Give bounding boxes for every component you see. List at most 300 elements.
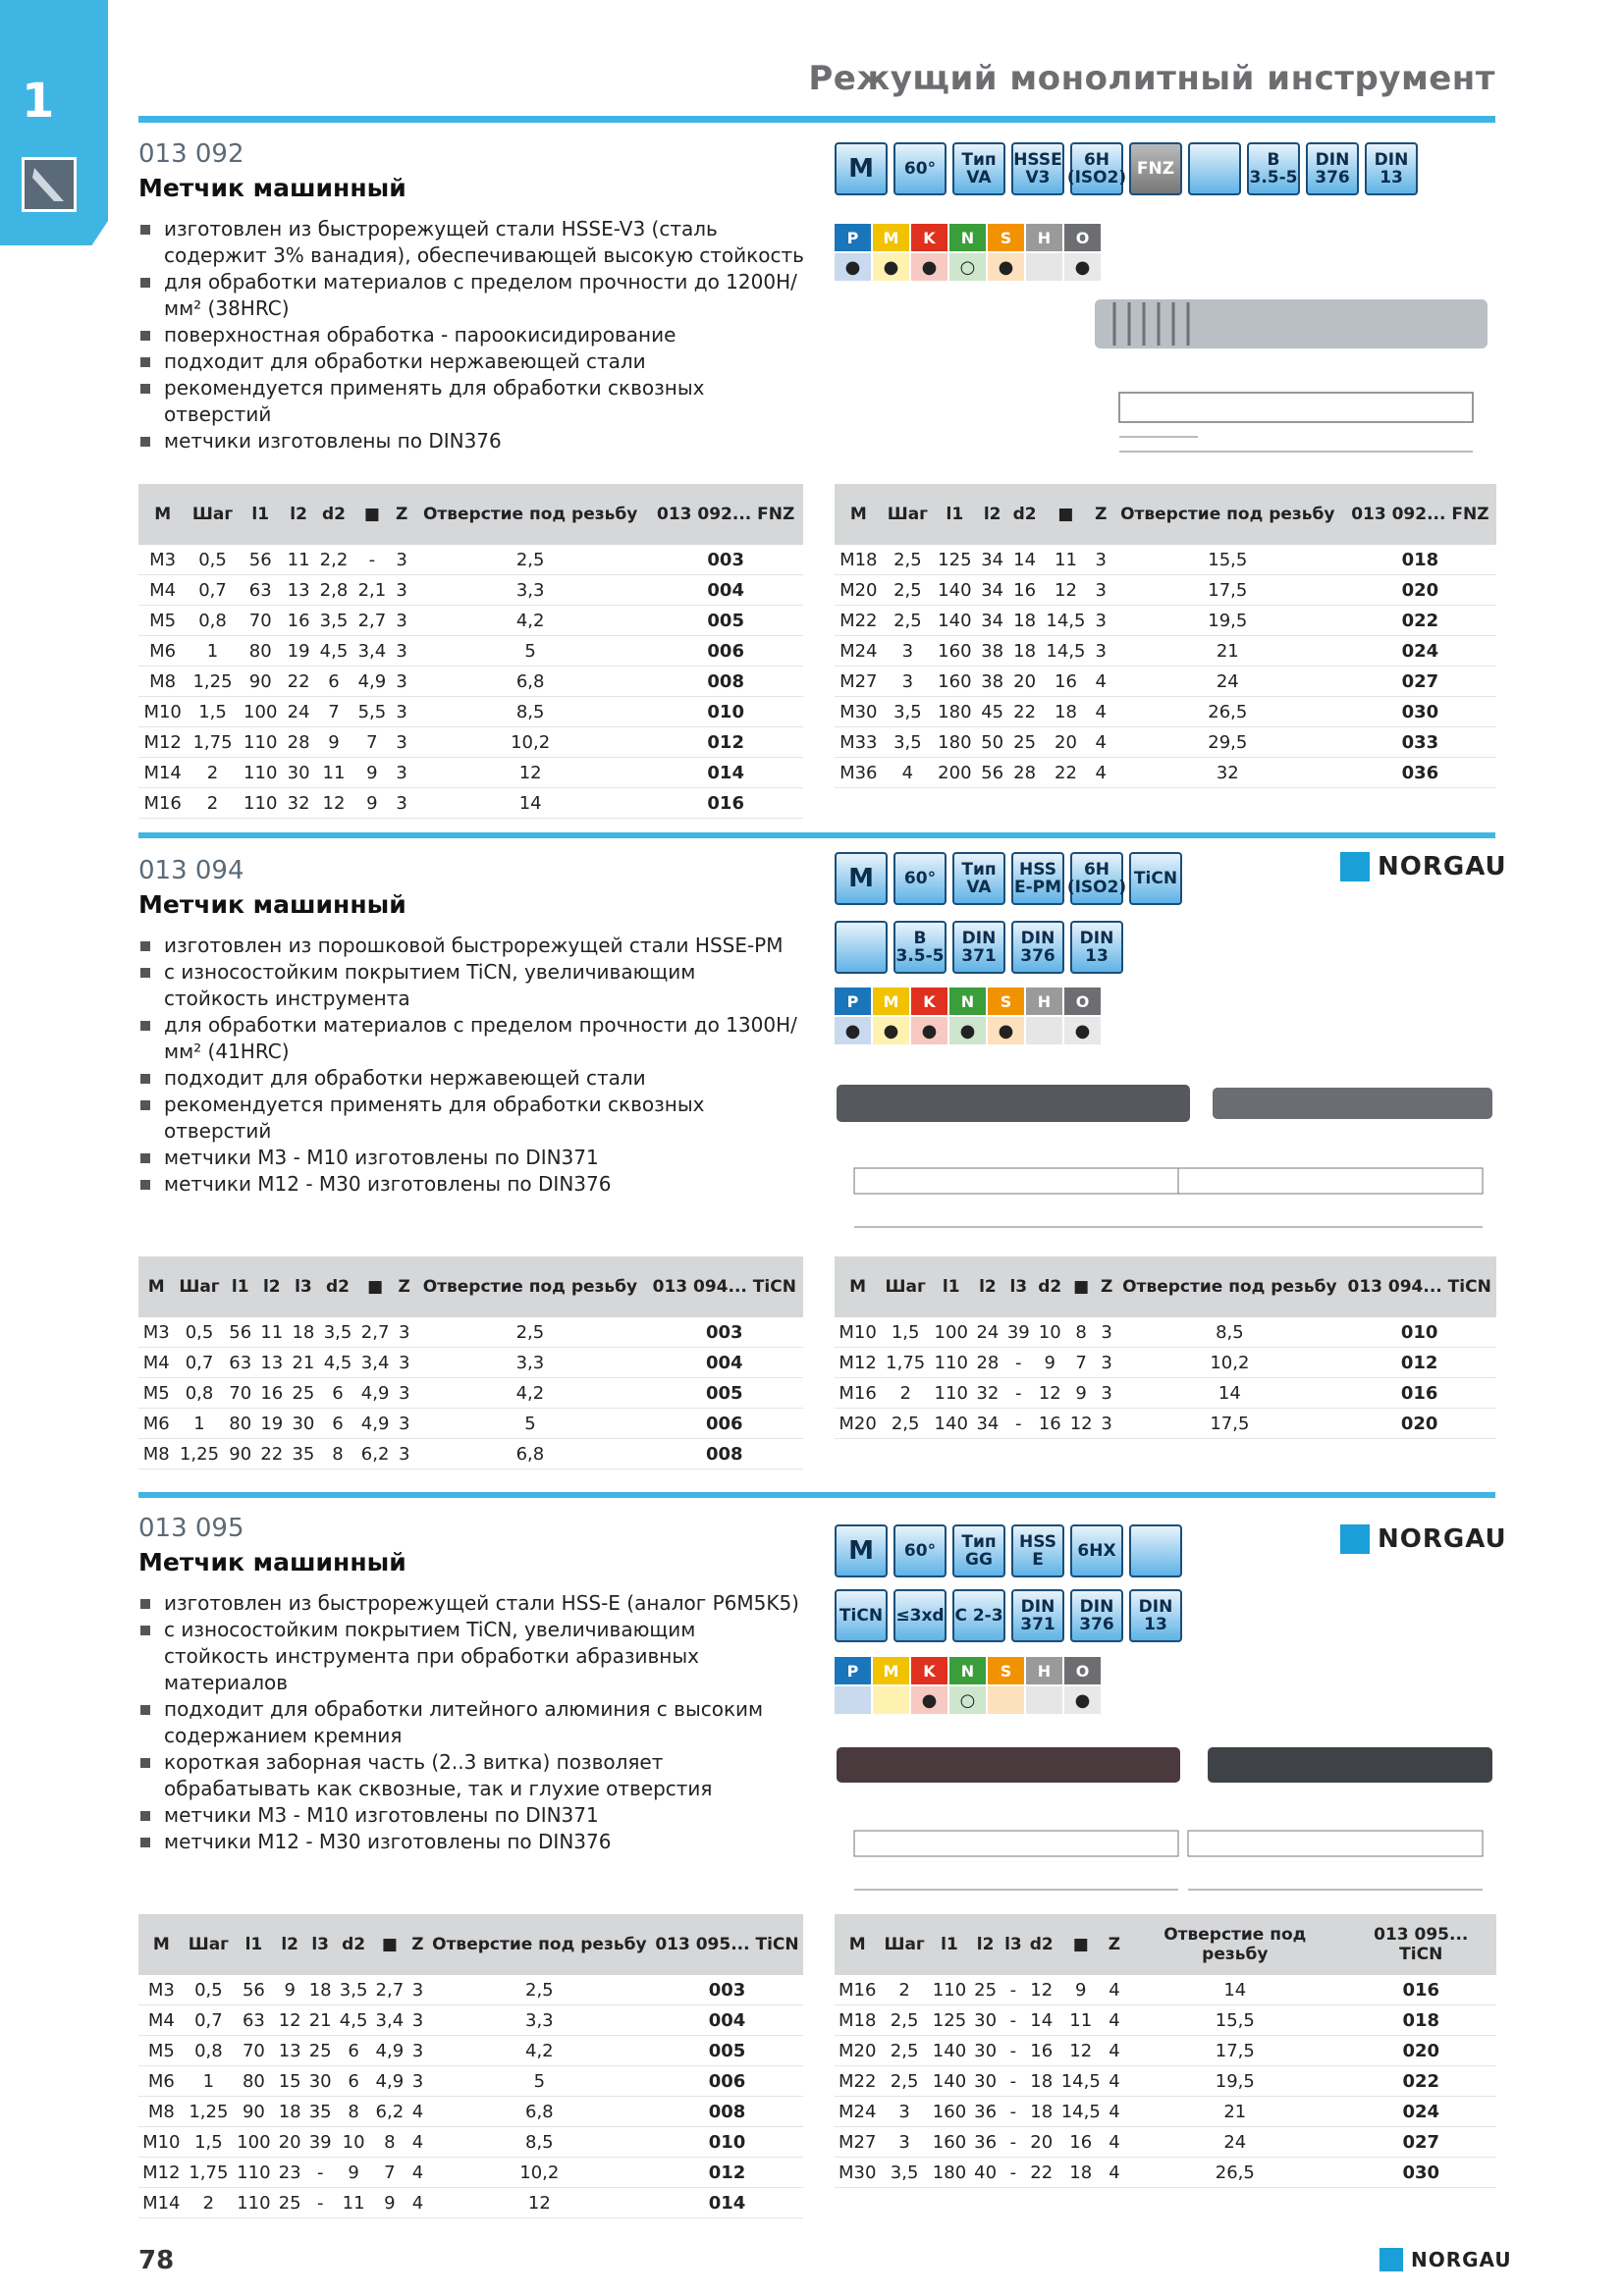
table-cell: 110: [930, 1348, 972, 1378]
table-cell: 16: [1008, 575, 1041, 606]
suitability-mark: ●: [949, 1017, 986, 1044]
table-cell: 56: [239, 545, 283, 575]
product-name: Метчик машинный: [138, 890, 406, 919]
table-cell: 17,5: [1124, 2036, 1345, 2066]
table-cell: -: [305, 2158, 336, 2188]
table-cell: 1,25: [185, 2097, 234, 2127]
section-divider: [138, 832, 1495, 838]
col-header: l2: [972, 1256, 1002, 1317]
din-standard-badge: DIN 376: [1070, 1589, 1123, 1642]
size-table: [835, 1914, 1496, 2188]
logo-mark: [1340, 1524, 1370, 1554]
col-header: l3: [288, 1256, 319, 1317]
table-cell: 29,5: [1111, 727, 1344, 758]
table-row: [138, 758, 803, 788]
table-cell: M10: [138, 697, 187, 727]
tap-type-badge: Тип VA: [952, 852, 1005, 905]
feature-item: для обработки материалов с пределом прочности до 1300Н/мм² (41HRC): [138, 1012, 806, 1065]
table-row: [835, 2127, 1496, 2158]
table-cell: 3,5: [315, 606, 353, 636]
table-row: [835, 606, 1496, 636]
order-code-cell: 008: [646, 1439, 803, 1469]
table-cell: 4,9: [356, 1378, 394, 1409]
col-header: 013 092... FNZ: [1344, 484, 1496, 545]
table-row: [835, 1975, 1496, 2005]
table-cell: M16: [835, 1975, 880, 2005]
table-cell: 5: [428, 2066, 651, 2097]
page-number: 78: [138, 2246, 175, 2275]
table-cell: 39: [1003, 1317, 1034, 1348]
table-cell: 9: [315, 727, 353, 758]
suitability-mark: ○: [949, 1686, 986, 1714]
table-cell: 3: [407, 2066, 427, 2097]
feature-item: подходит для обработки литейного алюминия с высоким содержанием кремния: [138, 1696, 806, 1749]
table-cell: 0,7: [185, 2005, 234, 2036]
material-n: N: [949, 1657, 986, 1684]
table-cell: 1,5: [187, 697, 238, 727]
table-cell: 180: [933, 727, 976, 758]
tolerance-badge: 6HX: [1070, 1524, 1123, 1577]
table-cell: 28: [1008, 758, 1041, 788]
order-code-cell: 005: [648, 606, 803, 636]
table-cell: 2,5: [412, 545, 648, 575]
table-cell: 14: [1116, 1378, 1342, 1409]
table-row: [138, 2158, 803, 2188]
table-cell: M30: [835, 2158, 880, 2188]
table-cell: 4: [883, 758, 934, 788]
table-cell: 110: [930, 1378, 972, 1409]
table-cell: 34: [972, 1409, 1002, 1439]
blind-hole-depth-badge: ≤3xd: [893, 1589, 947, 1642]
tap-drawing: [1090, 294, 1488, 471]
col-header: 013 094... TiCN: [1342, 1256, 1496, 1317]
table-cell: 14,5: [1057, 2066, 1105, 2097]
col-header: Отверстие под резьбу: [414, 1256, 645, 1317]
din-standard-badge: DIN 13: [1365, 142, 1418, 195]
table-cell: M8: [138, 1439, 174, 1469]
table-cell: 80: [233, 2066, 275, 2097]
col-header: ■: [1057, 1914, 1105, 1975]
table-cell: 18: [288, 1317, 319, 1348]
cutting-tool-icon: [22, 157, 77, 212]
table-row: [138, 1348, 803, 1378]
table-cell: 6,2: [371, 2097, 407, 2127]
suitability-mark: ●: [1064, 1017, 1101, 1044]
col-header: l2: [275, 1914, 305, 1975]
table-cell: 0,7: [174, 1348, 224, 1378]
table-cell: 3: [394, 1409, 414, 1439]
table-cell: M27: [835, 667, 883, 697]
table-cell: 3: [1097, 1348, 1117, 1378]
table-cell: M14: [138, 2188, 185, 2218]
table-cell: 140: [933, 575, 976, 606]
table-cell: 11: [315, 758, 353, 788]
thread-angle-badge: 60°: [893, 142, 947, 195]
order-code-cell: 014: [651, 2188, 803, 2218]
table-cell: 6: [336, 2066, 372, 2097]
table-cell: 30: [970, 2005, 1001, 2036]
table-cell: 2,5: [883, 545, 934, 575]
table-cell: 70: [225, 1378, 256, 1409]
table-cell: 6,2: [356, 1439, 394, 1469]
order-code-cell: 012: [1342, 1348, 1496, 1378]
table-cell: 22: [283, 667, 315, 697]
table-cell: 20: [1026, 2127, 1057, 2158]
col-header: M: [835, 484, 883, 545]
feature-item: рекомендуется применять для обработки сквозных отверстий: [138, 1092, 806, 1145]
table-cell: M5: [138, 1378, 174, 1409]
size-table: [138, 484, 803, 819]
product-name: Метчик машинный: [138, 1548, 406, 1576]
table-cell: M24: [835, 2097, 880, 2127]
spec-badges: [835, 1524, 1182, 1577]
table-cell: 4: [1105, 2005, 1124, 2036]
col-header: ■: [352, 484, 391, 545]
table-cell: M30: [835, 697, 883, 727]
table-cell: 2,7: [352, 606, 391, 636]
table-cell: 3: [391, 727, 412, 758]
table-cell: 0,5: [174, 1317, 224, 1348]
col-header: Z: [391, 484, 412, 545]
table-cell: 140: [933, 606, 976, 636]
table-cell: 14,5: [1041, 636, 1090, 667]
table-cell: 100: [930, 1317, 972, 1348]
table-cell: 160: [929, 2127, 970, 2158]
table-cell: 18: [1041, 697, 1090, 727]
table-cell: 3: [880, 2127, 928, 2158]
table-cell: 34: [977, 606, 1008, 636]
order-code-cell: 022: [1345, 2066, 1496, 2097]
feature-item: подходит для обработки нержавеющей стали: [138, 348, 806, 375]
material-m: M: [873, 1657, 909, 1684]
order-code-cell: 006: [648, 636, 803, 667]
table-cell: 1,25: [187, 667, 238, 697]
table-cell: 8: [371, 2127, 407, 2158]
coating-badge: TiCN: [835, 1589, 888, 1642]
table-cell: 1,75: [881, 1348, 930, 1378]
suitability-mark: [988, 1686, 1024, 1714]
table-cell: -: [305, 2188, 336, 2218]
order-code-cell: 018: [1345, 2005, 1496, 2036]
chamfer-badge: B 3.5-5: [893, 921, 947, 974]
order-code-cell: 003: [646, 1317, 803, 1348]
table-body: [138, 1317, 803, 1469]
table-cell: 1,25: [174, 1439, 224, 1469]
table-cell: 3: [394, 1348, 414, 1378]
table-cell: 9: [336, 2158, 372, 2188]
table-cell: 70: [233, 2036, 275, 2066]
table-cell: 80: [225, 1409, 256, 1439]
table-cell: 14: [1008, 545, 1041, 575]
table-cell: 35: [305, 2097, 336, 2127]
logo-mark: [1380, 2248, 1403, 2271]
table-cell: 21: [1111, 636, 1344, 667]
table-row: [138, 575, 803, 606]
table-cell: 100: [239, 697, 283, 727]
col-header: ■: [371, 1914, 407, 1975]
material-badge: HSS E: [1011, 1524, 1064, 1577]
tolerance-badge: 6H (ISO2): [1070, 852, 1123, 905]
order-code-cell: 018: [1344, 545, 1496, 575]
table-cell: 4,9: [371, 2036, 407, 2066]
table-cell: 4,2: [428, 2036, 651, 2066]
order-code-cell: 024: [1345, 2097, 1496, 2127]
table-row: [835, 545, 1496, 575]
table-cell: 63: [225, 1348, 256, 1378]
table-cell: 4: [1105, 2127, 1124, 2158]
tolerance-badge: 6H (ISO2): [1070, 142, 1123, 195]
table-cell: M33: [835, 727, 883, 758]
col-header: d2: [336, 1914, 372, 1975]
col-header: Отверстие под резьбу: [1124, 1914, 1345, 1975]
table-cell: 11: [1041, 545, 1090, 575]
suitability-mark: ●: [873, 253, 909, 281]
suitability-mark: ●: [835, 1017, 871, 1044]
feature-item: с износостойким покрытием TiCN, увеличивающим стойкость инструмента при обработки абразивных материалов: [138, 1617, 806, 1696]
din-standard-badge: DIN 13: [1070, 921, 1123, 974]
table-cell: 5,5: [352, 697, 391, 727]
table-cell: 180: [929, 2158, 970, 2188]
table-cell: 3: [407, 2005, 427, 2036]
feature-list: [138, 1590, 806, 1855]
table-cell: M12: [835, 1348, 881, 1378]
table-cell: 3: [1091, 545, 1111, 575]
order-code-cell: 004: [646, 1348, 803, 1378]
table-cell: 56: [977, 758, 1008, 788]
order-code-cell: 020: [1342, 1409, 1496, 1439]
material-m: M: [873, 988, 909, 1015]
table-cell: M4: [138, 1348, 174, 1378]
table-cell: 3,3: [414, 1348, 645, 1378]
spec-badges: [835, 142, 1418, 195]
table-body: [835, 1975, 1496, 2188]
table-cell: 30: [970, 2066, 1001, 2097]
table-cell: 28: [972, 1348, 1002, 1378]
table-cell: 18: [1008, 606, 1041, 636]
spec-badges: [835, 852, 1182, 905]
table-cell: M12: [138, 2158, 185, 2188]
product-code: 013 095: [138, 1514, 244, 1543]
table-cell: M20: [835, 575, 883, 606]
table-cell: 3,5: [880, 2158, 928, 2188]
table-cell: 14: [412, 788, 648, 819]
metric-thread-badge: M: [835, 142, 888, 195]
table-cell: M18: [835, 2005, 880, 2036]
table-cell: M5: [138, 2036, 185, 2066]
table-cell: 13: [275, 2036, 305, 2066]
table-cell: 12: [1034, 1378, 1065, 1409]
table-cell: 3: [391, 697, 412, 727]
table-row: [138, 2036, 803, 2066]
table-cell: 8: [1065, 1317, 1096, 1348]
table-cell: 125: [933, 545, 976, 575]
col-header: l2: [977, 484, 1008, 545]
col-header: l1: [239, 484, 283, 545]
order-code-cell: 005: [651, 2036, 803, 2066]
through-hole-icon: [835, 921, 888, 974]
table-cell: 12: [1057, 2036, 1105, 2066]
material-labels: [835, 224, 1103, 251]
table-cell: 2,7: [371, 1975, 407, 2005]
table-row: [138, 2127, 803, 2158]
col-header: l1: [933, 484, 976, 545]
table-cell: 12: [1065, 1409, 1096, 1439]
order-code-cell: 012: [648, 727, 803, 758]
table-cell: 2,2: [315, 545, 353, 575]
table-row: [138, 1439, 803, 1469]
suitability-mark: ●: [1064, 253, 1101, 281]
table-cell: 3: [394, 1439, 414, 1469]
table-cell: 32: [283, 788, 315, 819]
col-header: Отверстие под резьбу: [412, 484, 648, 545]
table-cell: 9: [1065, 1378, 1096, 1409]
table-cell: 2: [185, 2188, 234, 2218]
norgau-logo: [1340, 852, 1507, 881]
table-cell: 10,2: [428, 2158, 651, 2188]
table-cell: 140: [929, 2066, 970, 2097]
col-header: Z: [1097, 1256, 1117, 1317]
table-cell: M12: [138, 727, 187, 758]
col-header: d2: [1034, 1256, 1065, 1317]
table-cell: 21: [305, 2005, 336, 2036]
table-cell: 20: [1008, 667, 1041, 697]
suitability-mark: [873, 1686, 909, 1714]
table-cell: M20: [835, 2036, 880, 2066]
order-code-cell: 027: [1345, 2127, 1496, 2158]
table-cell: 3,5: [883, 697, 934, 727]
col-header: M: [835, 1256, 881, 1317]
table-body: [138, 545, 803, 819]
table-cell: -: [1001, 2036, 1026, 2066]
table-cell: 12: [412, 758, 648, 788]
table-cell: 4: [407, 2188, 427, 2218]
order-code-cell: 008: [648, 667, 803, 697]
header-divider: [138, 116, 1495, 123]
table-cell: 3: [1091, 606, 1111, 636]
table-cell: 3: [883, 667, 934, 697]
table-cell: 3: [391, 545, 412, 575]
table-cell: 3: [880, 2097, 928, 2127]
table-cell: 13: [256, 1348, 288, 1378]
table-cell: -: [1003, 1348, 1034, 1378]
table-cell: 15: [275, 2066, 305, 2097]
product-code: 013 094: [138, 856, 244, 885]
order-code-cell: 020: [1344, 575, 1496, 606]
table-cell: 12: [428, 2188, 651, 2218]
table-cell: 7: [1065, 1348, 1096, 1378]
col-header: M: [138, 484, 187, 545]
table-cell: 12: [275, 2005, 305, 2036]
feature-item: метчики M3 - M10 изготовлены по DIN371: [138, 1802, 806, 1829]
table-cell: 6: [336, 2036, 372, 2066]
din-standard-badge: DIN 371: [1011, 1589, 1064, 1642]
material-s: S: [988, 988, 1024, 1015]
table-row: [138, 606, 803, 636]
table-cell: 0,5: [187, 545, 238, 575]
table-cell: 2,5: [880, 2005, 928, 2036]
table-cell: 24: [1111, 667, 1344, 697]
table-cell: M16: [138, 788, 187, 819]
col-header: l3: [1003, 1256, 1034, 1317]
table-cell: 30: [305, 2066, 336, 2097]
din-standard-badge: DIN 376: [1011, 921, 1064, 974]
table-cell: 3,5: [336, 1975, 372, 2005]
table-cell: 11: [256, 1317, 288, 1348]
table-cell: M18: [835, 545, 883, 575]
table-cell: M10: [835, 1317, 881, 1348]
feature-item: подходит для обработки нержавеющей стали: [138, 1065, 806, 1092]
table-row: [138, 1317, 803, 1348]
table-cell: M3: [138, 1975, 185, 2005]
table-cell: 18: [1008, 636, 1041, 667]
suitability-mark: [1026, 253, 1062, 281]
table-cell: 9: [371, 2188, 407, 2218]
table-cell: 17,5: [1116, 1409, 1342, 1439]
table-cell: 22: [1008, 697, 1041, 727]
spec-badges: [835, 921, 1123, 974]
coating-badge: TiCN: [1129, 852, 1182, 905]
table-cell: 4: [1091, 697, 1111, 727]
table-cell: 9: [1034, 1348, 1065, 1378]
col-header: Шаг: [880, 1914, 928, 1975]
col-header: M: [835, 1914, 880, 1975]
size-table: [138, 1256, 803, 1469]
feature-item: метчики M12 - M30 изготовлены по DIN376: [138, 1829, 806, 1855]
table-cell: 4,9: [352, 667, 391, 697]
table-cell: M20: [835, 1409, 881, 1439]
size-table: [138, 1914, 803, 2218]
chamfer-badge: B 3.5-5: [1247, 142, 1300, 195]
col-header: ■: [1041, 484, 1090, 545]
col-header: Шаг: [881, 1256, 930, 1317]
table-row: [138, 697, 803, 727]
feature-item: изготовлен из быстрорежущей стали HSS-E (аналог P6M5K5): [138, 1590, 806, 1617]
table-row: [138, 2005, 803, 2036]
suitability-mark: ●: [988, 253, 1024, 281]
table-cell: 160: [933, 636, 976, 667]
table-cell: 24: [283, 697, 315, 727]
order-code-cell: 022: [1344, 606, 1496, 636]
table-cell: 3,5: [319, 1317, 356, 1348]
norgau-logo: [1380, 2248, 1512, 2271]
table-row: [835, 1378, 1496, 1409]
table-cell: 25: [305, 2036, 336, 2066]
din-standard-badge: DIN 376: [1306, 142, 1359, 195]
feature-item: короткая заборная часть (2..3 витка) позволяет обрабатывать как сквозные, так и глухие отверстия: [138, 1749, 806, 1802]
table-cell: 38: [977, 636, 1008, 667]
col-header: M: [138, 1914, 185, 1975]
table-cell: 6: [319, 1378, 356, 1409]
table-cell: 7: [371, 2158, 407, 2188]
material-p: P: [835, 988, 871, 1015]
table-cell: 1: [187, 636, 238, 667]
order-code-cell: 033: [1344, 727, 1496, 758]
table-cell: 2,5: [428, 1975, 651, 2005]
table-cell: 110: [233, 2158, 275, 2188]
metric-thread-badge: M: [835, 1524, 888, 1577]
table-row: [835, 2066, 1496, 2097]
table-cell: 11: [336, 2188, 372, 2218]
table-cell: -: [1003, 1409, 1034, 1439]
table-cell: 2,8: [315, 575, 353, 606]
table-row: [138, 727, 803, 758]
order-code-cell: 016: [1345, 1975, 1496, 2005]
table-cell: 18: [305, 1975, 336, 2005]
table-cell: 35: [288, 1439, 319, 1469]
table-cell: 4: [407, 2127, 427, 2158]
material-labels: [835, 1657, 1103, 1684]
table-cell: 3: [391, 788, 412, 819]
